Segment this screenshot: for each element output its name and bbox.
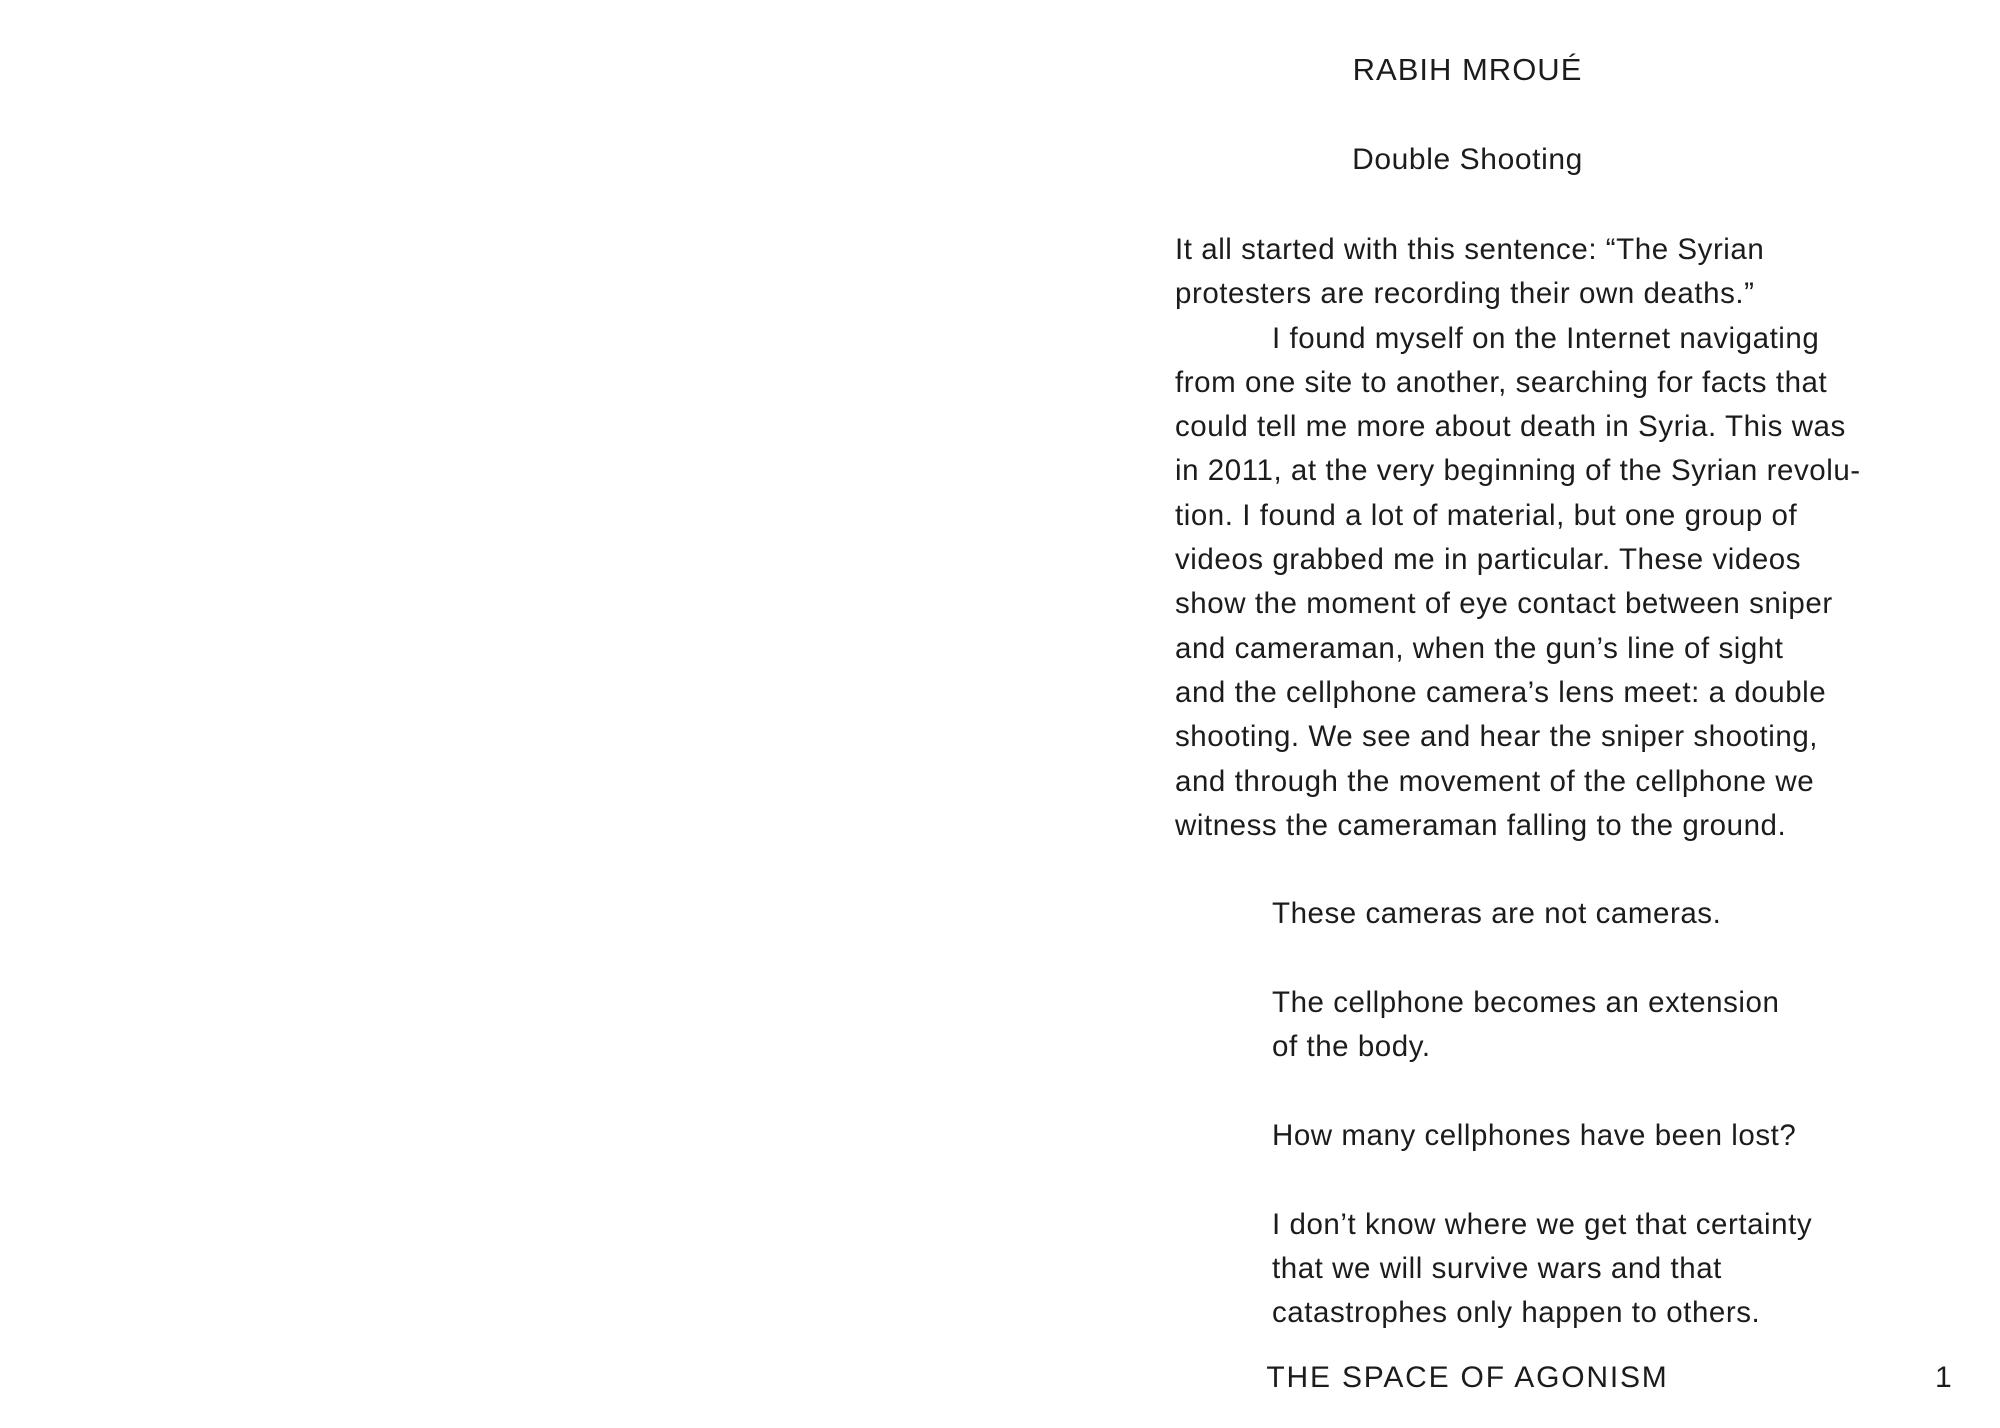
- body-line: shooting. We see and hear the sniper shooting,: [1175, 720, 1819, 754]
- essay-title: Double Shooting: [1352, 143, 1583, 176]
- paragraph-gap: [1175, 1070, 1955, 1114]
- body-line: from one site to another, searching for facts that: [1175, 365, 1828, 399]
- body-line: and the cellphone camera’s lens meet: a double: [1175, 675, 1827, 709]
- verse-line: These cameras are not cameras.: [1272, 897, 1722, 931]
- verse-line: How many cellphones have been lost?: [1272, 1118, 1797, 1152]
- running-footer-title: THE SPACE OF AGONISM: [1266, 1361, 1669, 1394]
- paragraph-gap: [1175, 848, 1955, 892]
- verse-line: catastrophes only happen to others.: [1272, 1296, 1761, 1330]
- body-line: and cameraman, when the gun’s line of sight: [1175, 631, 1784, 665]
- body-line: in 2011, at the very beginning of the Syrian revolu-: [1175, 454, 1861, 488]
- body-line-indented: I found myself on the Internet navigating: [1272, 321, 1820, 355]
- body-line: It all started with this sentence: “The Syrian: [1175, 233, 1765, 266]
- body-line: tion. I found a lot of material, but one group of: [1175, 498, 1798, 532]
- verse-line: I don’t know where we get that certainty: [1272, 1207, 1813, 1241]
- verse-line: that we will survive wars and that: [1272, 1251, 1722, 1285]
- body-line: witness the cameraman falling to the ground.: [1175, 808, 1787, 842]
- paragraph-gap: [1175, 1158, 1955, 1202]
- body-line: could tell me more about death in Syria. This was: [1175, 410, 1846, 444]
- page-number: 1: [1935, 1361, 1952, 1394]
- body-line: and through the movement of the cellphone we: [1175, 764, 1815, 798]
- verse-line: of the body.: [1272, 1030, 1431, 1064]
- body-line: protesters are recording their own deaths.”: [1175, 277, 1755, 311]
- author-name: RABIH MROUÉ: [1352, 52, 1583, 87]
- verse-line: The cellphone becomes an extension: [1272, 986, 1780, 1020]
- paragraph-gap: [1175, 937, 1955, 981]
- essay-body: [1175, 228, 1955, 1335]
- body-line: show the moment of eye contact between sniper: [1175, 587, 1833, 621]
- right-page: [1000, 0, 2000, 1428]
- body-line: videos grabbed me in particular. These videos: [1175, 543, 1802, 577]
